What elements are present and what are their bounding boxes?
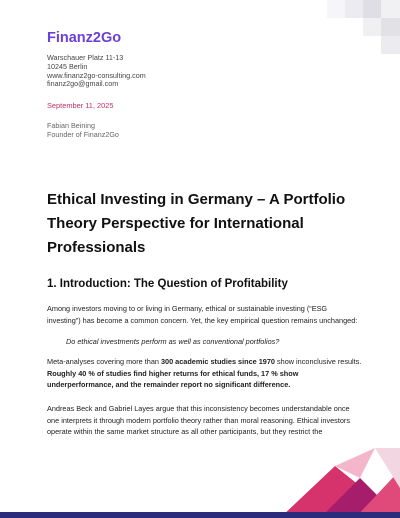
footer-bar	[0, 512, 400, 518]
document-date: September 11, 2025	[47, 101, 114, 110]
key-question: Do ethical investments perform as well as conventional portfolios?	[66, 337, 280, 346]
author-block	[47, 122, 119, 140]
paragraph-intro: Among investors moving to or living in Germany, ethical or sustainable investing (“ESG investing”) has become a common concern. Yet, the key empirical question remains unchanged:	[47, 304, 358, 325]
brand-name: Finanz2Go	[47, 30, 122, 46]
meta-bold-studies: 300 academic studies since 1970	[160, 357, 275, 366]
meta-mid: show inconclusive results.	[274, 357, 362, 366]
paragraph-portfolio-theory: Andreas Beck and Gabriel Layes argue that this inconsistency becomes understandable once one interprets it through modern portfolio theory rather than moral reasoning. Ethical investors operate within the same market structure as all other participants, but they restrict the	[47, 404, 350, 437]
author-name: Fabian Beining	[47, 121, 95, 130]
decorative-triangles	[280, 448, 400, 518]
address-email: finanz2go@gmail.com	[47, 79, 119, 89]
decorative-tiles	[305, 0, 400, 60]
meta-bold-results: Roughly 40 % of studies find higher returns for ethical funds, 17 % show underperformance, and the remainder report no significant difference.	[47, 368, 299, 390]
meta-lead: Meta-analyses covering more than	[47, 357, 161, 366]
address-block	[47, 54, 146, 89]
section-heading: 1. Introduction: The Question of Profitability	[47, 278, 288, 290]
address-city: 10245 Berlin	[47, 61, 88, 71]
address-street: Warschauer Platz 11-13	[47, 53, 124, 62]
author-role: Founder of Finanz2Go	[47, 129, 119, 139]
document-title: Ethical Investing in Germany – A Portfolio Theory Perspective for International Professionals	[47, 191, 346, 256]
paragraph-meta-analysis	[47, 356, 362, 391]
address-website: www.finanz2go-consulting.com	[47, 70, 146, 80]
